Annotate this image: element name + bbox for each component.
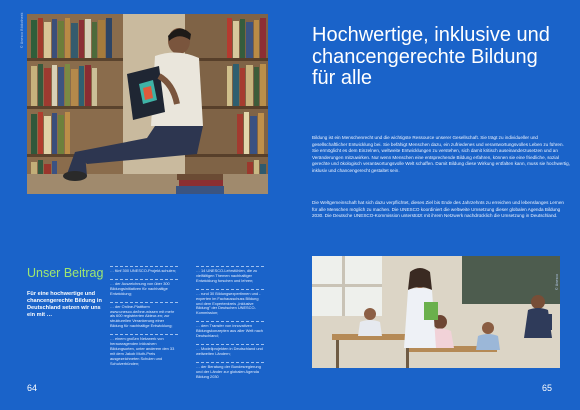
contribution-item: … Modellprojekten in Deutschland und weltweiten Ländern; [196,345,263,356]
library-photo-art [27,14,268,194]
contribution-column-1 [110,266,178,372]
classroom-photo-art [312,256,560,368]
library-photo-credit: © Unesco Bibliotheek [20,12,24,48]
body-paragraph-2: Die Weltgemeinschaft hat sich dazu verpflichtet, dieses Ziel bis Ende des Jahrzehnts zu erreichen und lebenslanges Lernen für alle Menschen möglich zu machen. Die UNESCO koordiniert die weltweite Umsetzung dieser globalen Agenda Bildung 2030. Die Deutsche UNESCO-Kommission unterstützt mit ihrem Netzwerk nachdrücklich die Umsetzung in Deutschland. [312,200,564,219]
contribution-item: … der Beratung der Bundesregierung und der Länder zur globalen Agenda Bildung 2030 [196,362,264,380]
contribution-item: … der Auszeichnung von über 300 Bildungsinitiativen für nachhaltige Entwicklung; [110,279,178,297]
contribution-item: … einem großen Netzwerk von herausragenden inklusiven Bildungsorten, unter anderem den 33 mit dem Jakob Muth-Preis ausgezeichneten Schulen und Schulverbünden; [110,334,178,366]
contribution-item: … fünf 300 UNESCO-Projekt-schulen; [110,266,178,274]
section-lead: Für eine hochwertige und chancengerechte Bildung in Deutschland setzen wir uns ein mit … [27,291,102,318]
section-title-unser-beitrag: Unser Beitrag [27,266,104,281]
classroom-photo [312,256,560,368]
contribution-item: … rund 30 Bildungsexpertinnen und -experten im Fachausschuss Bildung und dem Expertenkreis „Inklusive Bildung" der Deutschen UNESCO-Kommission; [196,289,264,317]
page-number-left: 64 [27,383,38,393]
contribution-item: … der Online-Plattform www.unesco.de/bne-wissen mit mehr als 600 registrierten Akteur-en; zur strukturellen Verankerung einer Bildung für nachhaltige Entwicklung; [110,302,178,330]
right-page [290,0,580,410]
page-headline: Hochwertige, inklusive und chancengerechte Bildung für alle [312,24,550,90]
classroom-photo-credit: © Unesco [555,273,559,290]
library-photo [27,14,268,194]
page-number-right: 65 [542,383,553,393]
contribution-column-2 [196,266,264,385]
contribution-item: … dem Transfer von innovativen Bildungskonzepten aus aller Welt nach Deutschland; [196,323,263,339]
body-paragraph-1: Bildung ist ein Menschenrecht und die wichtigste Ressource unserer Gesellschaft. Sie trägt zu individueller und gesellschaftlicher Entwicklung bei. Sie befähigt Menschen dazu, ein zufriedenes und verantwortungsvolles Leben zu führen. Sie ermöglicht es dem Einzelnen, weltweite Entwicklungen zu verstehen, sich damit kritisch auseinanderzusetzen und an Veränderungen mitzuwirken. Nur wenn Menschen eine entsprechende Bildung erfahren, können sie eine friedliche, sozial gerechte und ökologisch verantwortungsvolle Welt schaffen. Damit Bildung diese Wirkung entfalten kann, muss sie hochwertig, inklusiv und chancengerecht gestaltet sein. [312,135,570,173]
contribution-item: … 14 UNESCO-Lehrstühlen, die zu vielfältigen Themen nachhaltiger Entwicklung forschen und lehren; [196,266,264,284]
